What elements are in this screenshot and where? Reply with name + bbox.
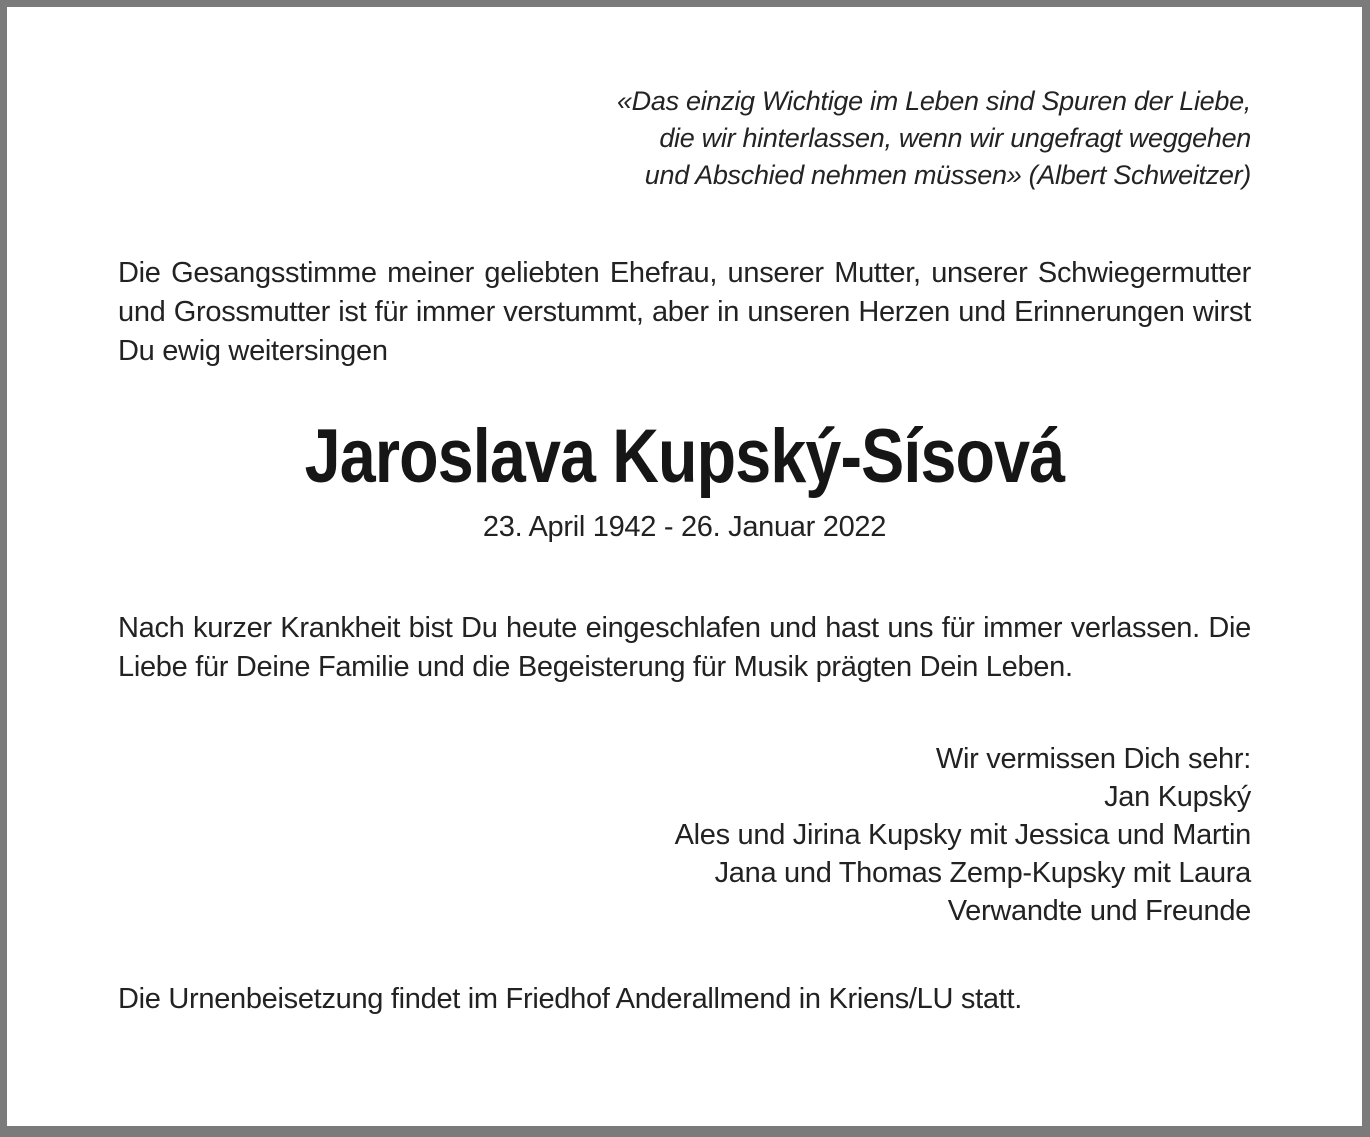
mourner-line: Verwandte und Freunde <box>947 895 1251 927</box>
mourner-line: Ales und Jirina Kupsky mit Jessica und Martin <box>674 819 1251 851</box>
condolence-paragraph: Nach kurzer Krankheit bist Du heute eingeschlafen und hast uns für immer verlassen. Die Liebe für Deine Familie und die Begeisterung für Musik prägten Dein Leben. <box>118 612 1251 683</box>
opening-quote <box>118 83 1251 194</box>
mourners-heading: Wir vermissen Dich sehr: <box>935 743 1251 775</box>
life-dates: 23. April 1942 - 26. Januar 2022 <box>482 511 887 543</box>
quote-line: die wir hinterlassen, wenn wir ungefragt weggehen <box>659 123 1251 153</box>
deceased-name: Jaroslava Kupský-Sísová <box>304 414 1065 499</box>
funeral-info: Die Urnenbeisetzung findet im Friedhof Anderallmend in Kriens/LU statt. <box>118 983 1022 1015</box>
mourner-line: Jana und Thomas Zemp-Kupsky mit Laura <box>714 857 1251 889</box>
quote-line: «Das einzig Wichtige im Leben sind Spuren der Liebe, <box>616 86 1251 116</box>
obituary-page <box>7 7 1362 1126</box>
quote-line: und Abschied nehmen müssen» (Albert Schweitzer) <box>644 160 1251 190</box>
intro-paragraph: Die Gesangsstimme meiner geliebten Ehefrau, unserer Mutter, unserer Schwiegermutter und Grossmutter ist für immer verstummt, aber in unseren Herzen und Erinnerungen wirst Du ewig weitersingen <box>118 257 1251 367</box>
mourner-line: Jan Kupský <box>1104 781 1251 813</box>
mourners-list <box>118 740 1251 930</box>
